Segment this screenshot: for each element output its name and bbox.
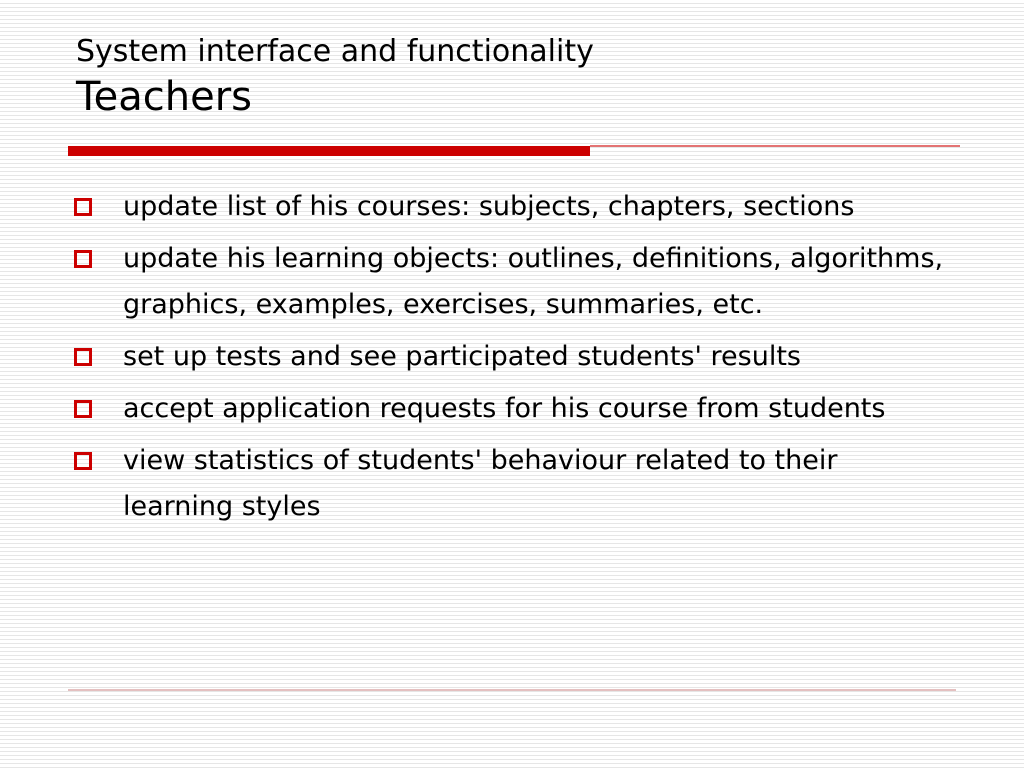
square-bullet-icon bbox=[74, 452, 92, 470]
square-bullet-icon bbox=[74, 400, 92, 418]
bullet-list bbox=[70, 184, 950, 536]
bullet-item bbox=[70, 236, 950, 328]
bullet-item bbox=[70, 438, 950, 530]
bullet-item bbox=[70, 184, 950, 230]
bullet-item bbox=[70, 386, 950, 432]
bullet-text: set up tests and see participated students' results bbox=[123, 341, 801, 372]
square-bullet-icon bbox=[74, 348, 92, 366]
bullet-text: accept application requests for his course from students bbox=[123, 393, 886, 424]
square-bullet-icon bbox=[74, 198, 92, 216]
title-line-1: System interface and functionality bbox=[76, 34, 594, 69]
bullet-item bbox=[70, 334, 950, 380]
bullet-text: update list of his courses: subjects, chapters, sections bbox=[123, 191, 855, 222]
title-underline-thick bbox=[68, 146, 590, 156]
square-bullet-icon bbox=[74, 250, 92, 268]
footer-divider bbox=[68, 689, 956, 691]
bullet-text: view statistics of students' behaviour related to their learning styles bbox=[123, 445, 838, 522]
title-underline-thin bbox=[590, 145, 960, 147]
bullet-text: update his learning objects: outlines, definitions, algorithms, graphics, examples, exercises, summaries, etc. bbox=[123, 243, 944, 320]
title-line-2: Teachers bbox=[76, 74, 252, 120]
slide-title bbox=[76, 32, 956, 122]
